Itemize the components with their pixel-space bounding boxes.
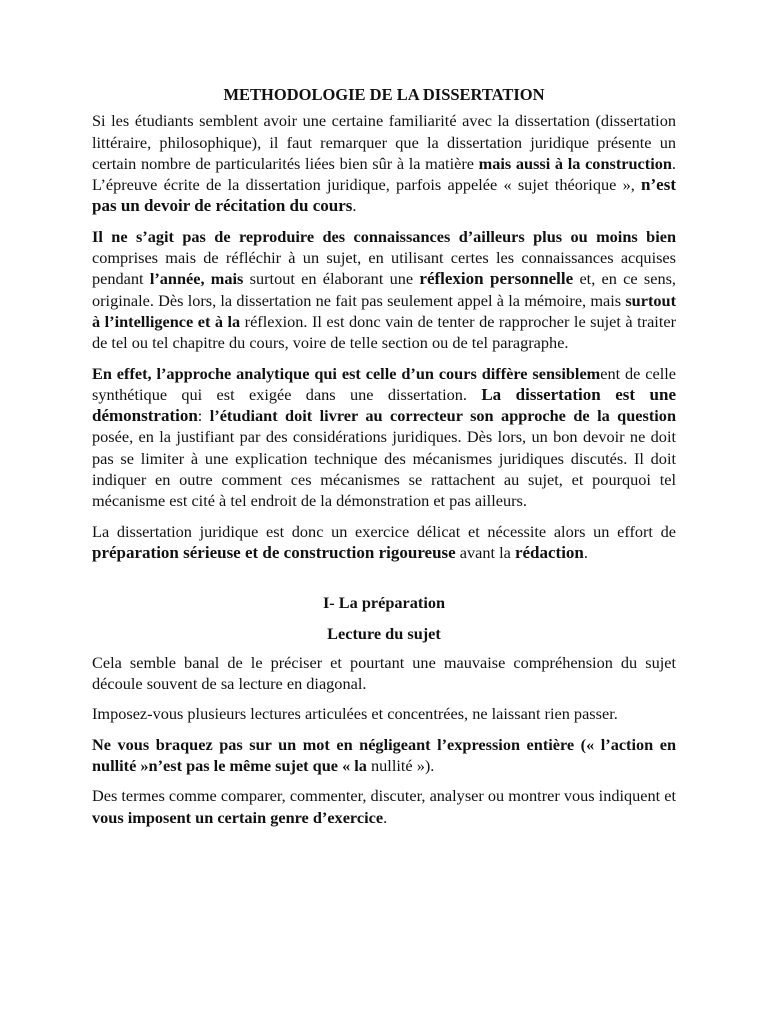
text-run: réflexion. Il est donc vain de tenter de rapprocher le sujet à traiter de tel ou tel chapitre du cours, voire de telle section ou de tel paragraphe. <box>92 311 676 353</box>
bold-run: surtout à l’intelligence et à la <box>92 290 676 331</box>
section-heading: I- La préparation <box>322 593 446 613</box>
text-run: . L’épreuve écrite de la dissertation juridique, parfois appelée « sujet théorique », <box>92 153 676 195</box>
text-run: surtout en élaborant une <box>243 269 420 289</box>
bold-run: n’est pas un devoir de récitation du cours <box>92 175 676 216</box>
page-title: METHODOLOGIE DE LA DISSERTATION <box>223 85 545 104</box>
paragraph-conclusion <box>92 521 676 564</box>
bold-run: Il ne s’agit pas de reproduire des connaissances d’ailleurs plus ou moins bien <box>92 226 676 246</box>
sub-heading: Lecture du sujet <box>327 623 441 643</box>
paragraph-intro <box>92 110 676 216</box>
text-run: . <box>583 542 588 562</box>
paragraph-reading: Cela semble banal de le préciser et pourtant une mauvaise compréhension du sujet découle souvent de sa lecture en diagonal. <box>92 652 676 694</box>
text-run: ent de celle synthétique qui est exigée dans une dissertation. <box>92 363 676 404</box>
bold-run: vous imposent un certain genre d’exercice <box>92 807 384 827</box>
text-run: comprises mais de réfléchir à un sujet, en utilisant certes les connaissances acquises pendant <box>92 248 676 289</box>
text-run: . <box>352 196 357 216</box>
text-run: La dissertation juridique est donc un exercice délicat et nécessite alors un effort de <box>92 521 676 541</box>
paragraph-terms <box>92 785 676 828</box>
text-run: Des termes comme comparer, commenter, discuter, analyser ou montrer vous indiquent et <box>92 786 676 806</box>
text-run: Si les étudiants semblent avoir une certaine familiarité avec la dissertation (dissertation littéraire, philosophique), il faut remarquer que la dissertation juridique présente un certain nombre de particularités liées bien sûr à la matière <box>92 111 676 173</box>
bold-run: réflexion personnelle <box>419 269 574 289</box>
bold-run: La dissertation est une démonstration <box>92 384 676 426</box>
paragraph-analysis <box>92 363 676 512</box>
text-run: nullité »). <box>366 756 435 776</box>
bold-run: l’année, mais <box>149 269 244 289</box>
bold-run: rédaction <box>514 542 584 562</box>
text-run: avant la <box>455 542 515 562</box>
paragraph-reflection <box>92 226 676 354</box>
bold-run: préparation sérieuse et de construction rigoureuse <box>92 542 456 562</box>
bold-run: Ne vous braquez pas sur un mot en négligeant l’expression entière (« l’action en nullité »n’est pas le même sujet que « la <box>92 734 676 776</box>
paragraph-multiple-readings: Imposez-vous plusieurs lectures articulées et concentrées, ne laissant rien passer. <box>92 704 618 724</box>
text-run: et, en ce sens, originale. Dès lors, la dissertation ne fait pas seulement appel à la mémoire, mais <box>92 269 677 310</box>
bold-run: En effet, l’approche analytique qui est celle d’un cours diffère sensiblem <box>92 363 601 383</box>
text-run: posée, en la justifiant par des considérations juridiques. Dès lors, un bon devoir ne doit pas se limiter à une explication technique des mécanismes juridiques discutés. Il doit indiquer en outre comment ces mécanismes se rattachent au sujet, et pourquoi tel mécanisme est cité à tel endroit de la démonstration et pas ailleurs. <box>92 427 676 511</box>
paragraph-expression <box>92 734 676 777</box>
text-run: : <box>197 406 210 426</box>
text-run: . <box>383 807 388 827</box>
bold-run: l’étudiant doit livrer au correcteur son approche de la question <box>209 406 676 426</box>
bold-run: mais aussi à la construction <box>478 153 672 173</box>
section-spacer <box>92 572 676 592</box>
